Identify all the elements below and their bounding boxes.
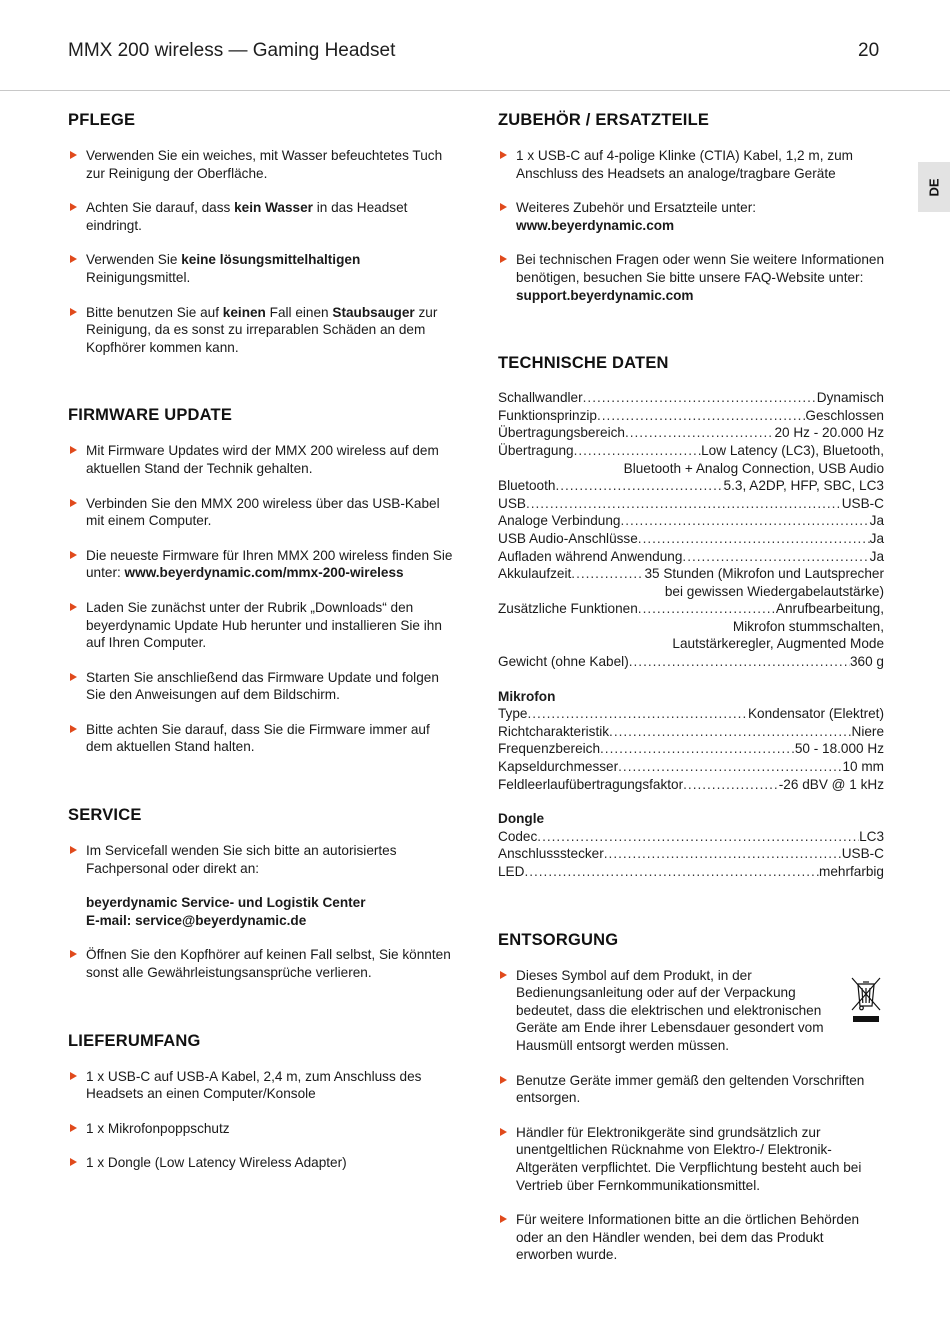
document-title: MMX 200 wireless — Gaming Headset bbox=[68, 40, 396, 61]
spec-row bbox=[498, 723, 884, 741]
spec-leader-dots bbox=[537, 828, 859, 846]
bullet-triangle-icon bbox=[70, 499, 77, 507]
list-item bbox=[68, 304, 453, 357]
spec-value-continuation: bei gewissen Wiedergabelautstärke) bbox=[664, 583, 884, 599]
list-item bbox=[68, 495, 453, 530]
spec-value: USB-C bbox=[841, 495, 884, 511]
spec-label: Schallwandler bbox=[498, 390, 583, 406]
list-item bbox=[498, 199, 884, 234]
spec-value: 10 mm bbox=[842, 759, 884, 775]
spec-value: LC3 bbox=[859, 828, 884, 844]
list-item bbox=[68, 147, 453, 182]
item-text: Reinigungsmittel. bbox=[86, 269, 191, 285]
firmware-url-link[interactable]: www.beyerdynamic.com/mmx-200-wireless bbox=[124, 565, 404, 581]
service-list bbox=[68, 842, 453, 982]
bullet-triangle-icon bbox=[70, 551, 77, 559]
spec-row bbox=[498, 828, 884, 846]
list-item bbox=[68, 669, 453, 704]
spec-label: USB bbox=[498, 495, 526, 511]
item-text: Benutze Geräte immer gemäß den geltenden Vorschriften entsorgen. bbox=[516, 1072, 865, 1106]
item-text: Mit Firmware Updates wird der MMX 200 wireless auf dem aktuellen Stand der Technik gehalten. bbox=[86, 443, 439, 476]
list-item bbox=[68, 1068, 453, 1103]
bullet-triangle-icon bbox=[500, 255, 507, 263]
item-text: Achten Sie darauf, dass bbox=[86, 200, 235, 216]
spec-row bbox=[498, 530, 884, 548]
item-text: Fall einen bbox=[265, 304, 333, 320]
spec-value: Ja bbox=[869, 513, 884, 529]
spec-label: Codec bbox=[498, 828, 538, 844]
spec-row bbox=[498, 512, 884, 530]
section-title-technische-daten: TECHNISCHE DATEN bbox=[498, 354, 669, 373]
bullet-triangle-icon bbox=[500, 1128, 507, 1136]
list-item bbox=[68, 547, 453, 582]
spec-row bbox=[498, 424, 884, 442]
spec-leader-dots bbox=[555, 477, 723, 495]
section-title-service: SERVICE bbox=[68, 806, 142, 825]
bullet-triangle-icon bbox=[500, 1076, 507, 1084]
zubehoer-list bbox=[498, 147, 884, 304]
bullet-triangle-icon bbox=[70, 446, 77, 454]
spec-label: Frequenzbereich bbox=[498, 741, 601, 757]
item-text: 1 x Dongle (Low Latency Wireless Adapter) bbox=[86, 1155, 347, 1171]
spec-leader-dots bbox=[609, 723, 851, 741]
spec-row bbox=[498, 600, 884, 618]
spec-leader-dots bbox=[683, 776, 779, 794]
item-text: 1 x Mikrofonpoppschutz bbox=[86, 1120, 230, 1136]
spec-leader-dots bbox=[620, 512, 869, 530]
spec-label: Übertragungsbereich bbox=[498, 425, 625, 441]
item-text: 1 x USB-C auf USB-A Kabel, 2,4 m, zum Anschluss des Headsets an einen Computer/Konsole bbox=[86, 1068, 422, 1102]
spec-label: Akkulaufzeit bbox=[498, 566, 572, 582]
spec-row bbox=[498, 845, 884, 863]
item-bold: keine lösungsmittelhaltigen bbox=[181, 252, 361, 268]
list-item bbox=[68, 599, 453, 652]
right-column bbox=[498, 110, 884, 1264]
item-text: Starten Sie anschließend das Firmware Update und folgen Sie den Anweisungen auf dem Bildschirm. bbox=[86, 669, 439, 703]
spec-value: Ja bbox=[869, 530, 884, 546]
bullet-triangle-icon bbox=[500, 971, 507, 979]
item-text: Weiteres Zubehör und Ersatzteile unter: bbox=[516, 200, 757, 216]
spec-label: Analoge Verbindung bbox=[498, 513, 621, 529]
item-text: Dieses Symbol auf dem Produkt, in der Bedienungsanleitung oder auf der Verpackung bedeutet, dass die elektrischen und elektronischen Geräte am Ende ihrer Lebensdauer gesondert vom Hausmüll entsorgt werden müssen. bbox=[516, 967, 824, 1053]
spec-label: Gewicht (ohne Kabel) bbox=[498, 654, 629, 670]
support-link[interactable]: support.beyerdynamic.com bbox=[516, 287, 694, 303]
service-contact-email[interactable]: E-mail: service@beyerdynamic.de bbox=[86, 912, 307, 928]
spec-row bbox=[498, 565, 884, 583]
bullet-triangle-icon bbox=[70, 673, 77, 681]
spec-label: Type bbox=[498, 706, 528, 722]
spec-leader-dots bbox=[571, 565, 644, 583]
spec-row bbox=[498, 740, 884, 758]
spec-label: Zusätzliche Funktionen bbox=[498, 601, 638, 617]
list-item bbox=[498, 251, 884, 304]
spec-value: mehrfarbig bbox=[819, 864, 884, 879]
item-text: Für weitere Informationen bitte an die örtlichen Behörden oder an den Händler wenden, bei dem das Produkt erworben wurde. bbox=[516, 1212, 860, 1263]
item-bold: keinen bbox=[222, 304, 266, 320]
firmware-list bbox=[68, 442, 453, 756]
language-tab-label: DE bbox=[926, 177, 942, 197]
list-item bbox=[68, 946, 453, 981]
left-column bbox=[68, 110, 453, 1172]
item-text: Im Servicefall wenden Sie sich bitte an autorisiertes Fachpersonal oder direkt an: bbox=[86, 843, 397, 876]
item-text: Bei technischen Fragen oder wenn Sie weitere Informationen benötigen, besuchen Sie bitte unsere FAQ-Website unter: bbox=[516, 252, 885, 285]
spec-value: Dynamisch bbox=[816, 390, 884, 406]
entsorgung-list bbox=[498, 967, 884, 1264]
spec-leader-dots bbox=[583, 389, 817, 407]
spec-label: Übertragung bbox=[498, 442, 574, 458]
item-text: Bitte benutzen Sie auf bbox=[86, 304, 223, 320]
bullet-triangle-icon bbox=[70, 308, 77, 316]
spec-leader-dots bbox=[618, 758, 842, 776]
spec-leader-dots bbox=[682, 548, 869, 566]
page-number: 20 bbox=[858, 40, 880, 61]
spec-value-continuation: Mikrofon stummschalten, bbox=[732, 618, 884, 634]
spec-value: 50 - 18.000 Hz bbox=[794, 741, 884, 757]
list-item bbox=[498, 147, 884, 182]
bullet-triangle-icon bbox=[70, 846, 77, 854]
section-title-lieferumfang: LIEFERUMFANG bbox=[68, 1031, 201, 1050]
item-text: Händler für Elektronikgeräte sind grundsätzlich zur unentgeltlichen Rücknahme von Elektro-/ Elektronik-Altgeräten verpflichtet. Die Verpflichtung besteht auch bei Vertrieb über Fernkommunikationsmittel. bbox=[516, 1124, 862, 1193]
spec-row bbox=[498, 863, 884, 881]
spec-leader-dots bbox=[597, 407, 805, 425]
bullet-triangle-icon bbox=[500, 1215, 507, 1223]
spec-group-dongle: Dongle bbox=[498, 811, 545, 827]
spec-row bbox=[498, 442, 884, 460]
spec-row bbox=[498, 776, 884, 794]
spec-leader-dots bbox=[625, 424, 774, 442]
spec-row bbox=[498, 548, 884, 566]
spec-row bbox=[498, 653, 884, 671]
bullet-triangle-icon bbox=[70, 603, 77, 611]
spec-row bbox=[498, 495, 884, 513]
spec-row bbox=[498, 705, 884, 723]
spec-label: Richtcharakteristik bbox=[498, 723, 610, 739]
section-title-firmware: FIRMWARE UPDATE bbox=[68, 406, 233, 425]
spec-value: 5.3, A2DP, HFP, SBC, LC3 bbox=[723, 478, 884, 494]
list-item bbox=[68, 199, 453, 234]
spec-mikrofon bbox=[498, 705, 884, 793]
spec-value: Niere bbox=[851, 723, 884, 739]
spec-label: Anschlussstecker bbox=[498, 846, 604, 862]
spec-leader-dots bbox=[629, 653, 850, 671]
page-header bbox=[0, 0, 950, 91]
spec-leader-dots bbox=[524, 863, 819, 881]
list-item bbox=[498, 1211, 884, 1264]
spec-value-continuation: Bluetooth + Analog Connection, USB Audio bbox=[623, 460, 884, 476]
spec-label: Kapseldurchmesser bbox=[498, 759, 619, 775]
item-text: Bitte achten Sie darauf, dass Sie die Firmware immer auf dem aktuellen Stand halten. bbox=[86, 721, 430, 755]
spec-leader-dots bbox=[527, 705, 748, 723]
section-title-zubehoer: ZUBEHÖR / ERSATZTEILE bbox=[498, 111, 710, 129]
spec-label: Feldleerlaufübertragungsfaktor bbox=[498, 776, 684, 792]
spec-value: Ja bbox=[869, 548, 884, 564]
website-link[interactable]: www.beyerdynamic.com bbox=[516, 217, 675, 233]
spec-row bbox=[498, 477, 884, 495]
list-item bbox=[68, 251, 453, 286]
bullet-triangle-icon bbox=[70, 725, 77, 733]
item-text: in das Headset eindringt. bbox=[86, 200, 408, 233]
spec-leader-dots bbox=[600, 740, 795, 758]
list-item bbox=[498, 1072, 884, 1107]
item-bold: kein Wasser bbox=[234, 200, 313, 216]
list-item bbox=[498, 1124, 884, 1194]
item-text: Verwenden Sie bbox=[86, 252, 182, 268]
spec-value: Anrufbearbeitung, bbox=[775, 601, 884, 617]
list-item bbox=[68, 1120, 453, 1138]
item-text: Verwenden Sie ein weiches, mit Wasser befeuchtetes Tuch zur Reinigung der Oberfläche. bbox=[86, 148, 443, 181]
bullet-triangle-icon bbox=[70, 1158, 77, 1166]
spec-leader-dots bbox=[638, 600, 776, 618]
spec-label: USB Audio-Anschlüsse bbox=[498, 530, 638, 546]
pflege-list bbox=[68, 147, 453, 356]
section-title-entsorgung: ENTSORGUNG bbox=[498, 930, 619, 949]
lieferumfang-list bbox=[68, 1068, 453, 1172]
item-text: Verbinden Sie den MMX 200 wireless über das USB-Kabel mit einem Computer. bbox=[86, 495, 440, 529]
spec-value: USB-C bbox=[841, 846, 884, 862]
spec-value: 35 Stunden (Mikrofon und Lautsprecher bbox=[644, 566, 884, 582]
spec-label: Aufladen während Anwendung bbox=[498, 548, 683, 564]
spec-value: 360 g bbox=[849, 654, 884, 670]
item-text: zur Reinigung, da es sonst zu irreparablen Schäden an dem Kopfhörer kommen kann. bbox=[86, 304, 438, 355]
list-item bbox=[498, 967, 884, 1055]
spec-row bbox=[498, 758, 884, 776]
item-bold: Staubsauger bbox=[332, 304, 415, 320]
spec-leader-dots bbox=[574, 442, 702, 460]
spec-leader-dots bbox=[526, 495, 842, 513]
spec-label: LED bbox=[498, 864, 525, 879]
spec-group-mikrofon: Mikrofon bbox=[498, 688, 556, 704]
bullet-triangle-icon bbox=[70, 950, 77, 958]
item-text: 1 x USB-C auf 4-polige Klinke (CTIA) Kabel, 1,2 m, zum Anschluss des Headsets an analoge/tragbare Geräte bbox=[516, 148, 853, 181]
bullet-triangle-icon bbox=[70, 151, 77, 159]
language-tab bbox=[918, 162, 950, 212]
list-item bbox=[68, 442, 453, 477]
item-text: Laden Sie zunächst unter der Rubrik „Downloads“ den beyerdynamic Update Hub herunter und installieren Sie ihn auf Ihren Computer. bbox=[86, 599, 442, 651]
spec-dongle bbox=[498, 828, 884, 881]
spec-value: Low Latency (LC3), Bluetooth, bbox=[701, 442, 884, 458]
spec-label: Bluetooth bbox=[498, 478, 556, 494]
bullet-triangle-icon bbox=[500, 203, 507, 211]
spec-value: Kondensator (Elektret) bbox=[747, 706, 884, 722]
bullet-triangle-icon bbox=[70, 1124, 77, 1132]
spec-value: Geschlossen bbox=[805, 407, 884, 423]
list-item bbox=[68, 1154, 453, 1172]
spec-value: 20 Hz - 20.000 Hz bbox=[774, 425, 884, 441]
spec-row bbox=[498, 389, 884, 407]
list-item bbox=[68, 842, 453, 929]
list-item bbox=[68, 721, 453, 756]
weee-crossed-bin-icon bbox=[850, 976, 882, 1024]
bullet-triangle-icon bbox=[500, 151, 507, 159]
spec-row bbox=[498, 407, 884, 425]
spec-value-continuation: Lautstärkeregler, Augmented Mode bbox=[672, 636, 884, 652]
bullet-triangle-icon bbox=[70, 203, 77, 211]
spec-value: -26 dBV @ 1 kHz bbox=[778, 776, 884, 792]
spec-label: Funktionsprinzip bbox=[498, 407, 597, 423]
section-title-pflege: PFLEGE bbox=[68, 111, 136, 129]
bullet-triangle-icon bbox=[70, 1072, 77, 1080]
item-text: Die neueste Firmware für Ihren MMX 200 wireless finden Sie unter: bbox=[86, 547, 453, 581]
spec-general bbox=[498, 389, 884, 671]
service-contact-name: beyerdynamic Service- und Logistik Center bbox=[86, 895, 366, 911]
bullet-triangle-icon bbox=[70, 255, 77, 263]
spec-leader-dots bbox=[604, 845, 842, 863]
spec-leader-dots bbox=[638, 530, 870, 548]
item-text: Öffnen Sie den Kopfhörer auf keinen Fall selbst, Sie könnten sonst alle Gewährleistungsansprüche verlieren. bbox=[86, 947, 451, 981]
